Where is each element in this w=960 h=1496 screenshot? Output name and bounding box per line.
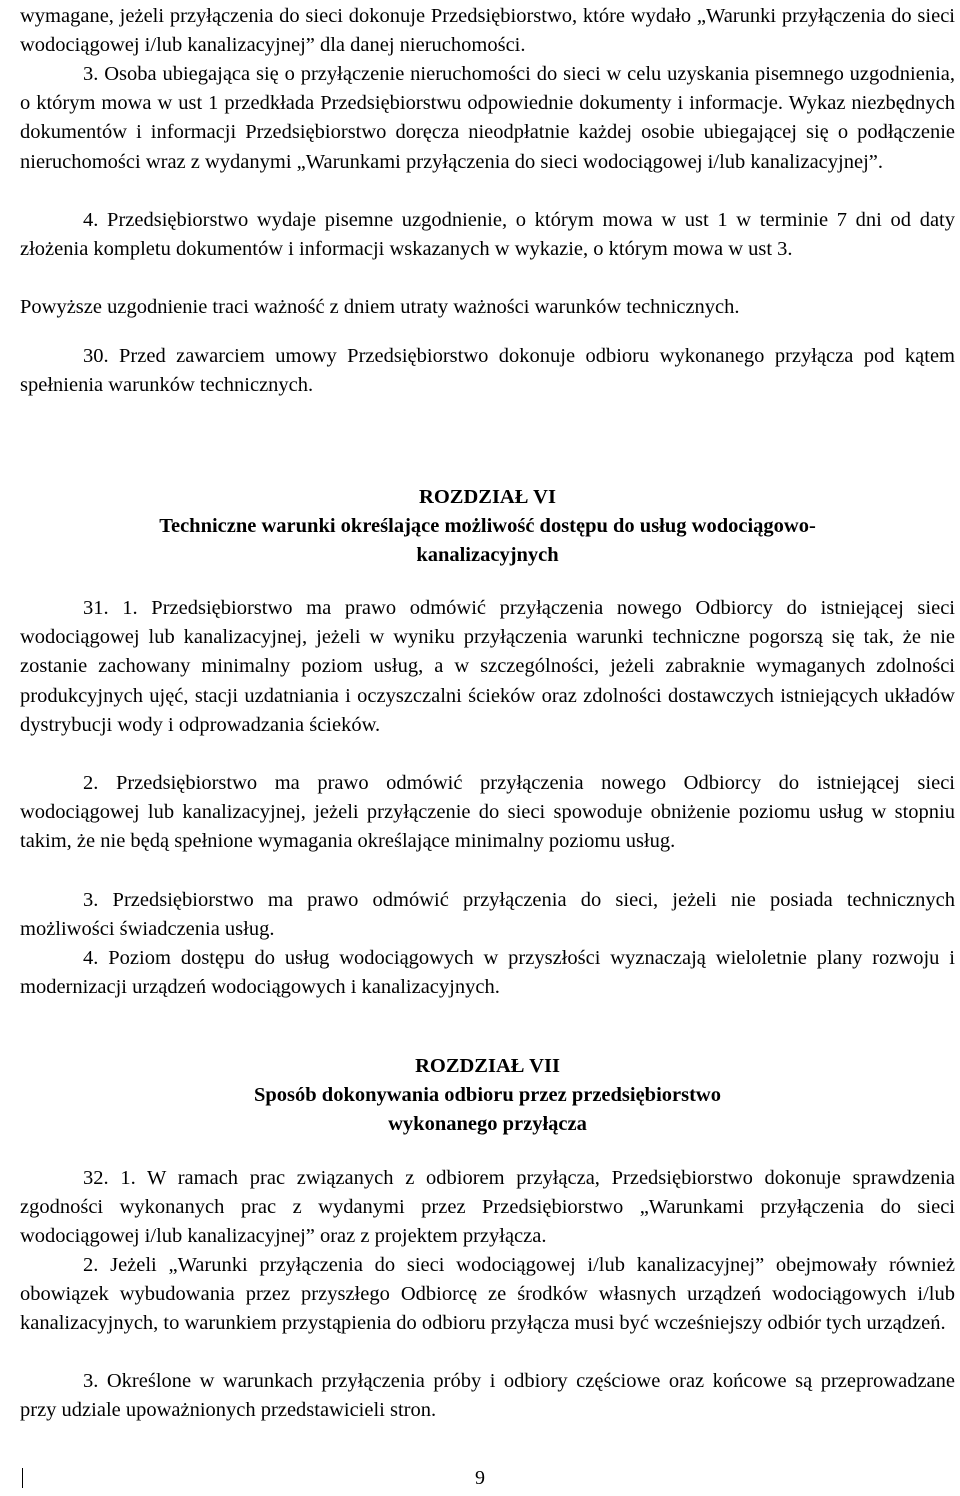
chapter-7-subtitle-line1: Sposób dokonywania odbioru przez przedsiębiorstwo bbox=[253, 1084, 721, 1106]
paragraph-32-2: 2. Jeżeli „Warunki przyłączenia do sieci wodociągowej i/lub kanalizacyjnej” obejmowały również obowiązek wybudowania przez przyszłego Odbiorcę ze środków własnych urządzeń wodociągowych i/lub kanalizacyjnych, to warunkiem przystąpienia do odbioru przyłącza musi być wcześniejszy odbiór tych urządzeń. bbox=[20, 1254, 955, 1335]
chapter-6-subtitle-line2: kanalizacyjnych bbox=[416, 544, 559, 566]
chapter-6-subtitle-line1: Techniczne warunki określające możliwość dostępu do usług wodociągowo- bbox=[159, 515, 816, 537]
paragraph-31-4: 4. Poziom dostępu do usług wodociągowych w przyszłości wyznaczają wieloletnie plany rozwoju i modernizacji urządzeń wodociągowych i kanalizacyjnych. bbox=[20, 947, 955, 999]
page-number: 9 bbox=[475, 1467, 485, 1489]
paragraph-32-3: 3. Określone w warunkach przyłączenia próby i odbiory częściowe oraz końcowe są przeprowadzane przy udziale upoważnionych przedstawicieli stron. bbox=[20, 1370, 955, 1422]
chapter-7-subtitle-line2: wykonanego przyłącza bbox=[388, 1113, 587, 1135]
paragraph-continuation: wymagane, jeżeli przyłączenia do sieci dokonuje Przedsiębiorstwo, które wydało „Warunki przyłączenia do sieci wodociągowej i/lub kanalizacyjnej” dla danej nieruchomości. bbox=[20, 5, 955, 57]
chapter-6-title: ROZDZIAŁ VI bbox=[419, 486, 556, 508]
paragraph-32-1: 32. 1. W ramach prac związanych z odbiorem przyłącza, Przedsiębiorstwo dokonuje sprawdzenia zgodności wykonanych prac z wydanymi przez Przedsiębiorstwo „Warunkami przyłączenia do sieci wodociągowej i/lub kanalizacyjnej” oraz z projektem przyłącza. bbox=[20, 1167, 955, 1248]
paragraph-31-1: 31. 1. Przedsiębiorstwo ma prawo odmówić przyłączenia nowego Odbiorcy do istniejącej sieci wodociągowej lub kanalizacyjnej, jeżeli w wyniku przyłączenia warunki techniczne pogorszą się tak, że nie zostanie zachowany minimalny poziom usług, a w szczególności, jeżeli zabraknie wymaganych zdolności produkcyjnych ujęć, stacji uzdatniania i oczyszczalni ścieków oraz zdolności dostawczych istniejących układów dystrybucji wody i odprowadzania ścieków. bbox=[20, 597, 955, 736]
paragraph-30: 30. Przed zawarciem umowy Przedsiębiorstwo dokonuje odbioru wykonanego przyłącza pod kątem spełnienia warunków technicznych. bbox=[20, 345, 955, 397]
paragraph-31-3: 3. Przedsiębiorstwo ma prawo odmówić przyłączenia do sieci, jeżeli nie posiada technicznych możliwości świadczenia usług. bbox=[20, 889, 955, 941]
paragraph-29-3: 3. Osoba ubiegająca się o przyłączenie nieruchomości do sieci w celu uzyskania pisemnego uzgodnienia, o którym mowa w ust 1 przedkłada Przedsiębiorstwu odpowiednie dokumenty i informacje. Wykaz niezbędnych dokumentów i informacji Przedsiębiorstwo doręcza nieodpłatnie każdej osobie ubiegającej się o podłączenie nieruchomości wraz z wydanymi „Warunkami przyłączenia do sieci wodociągowej i/lub kanalizacyjnej”. bbox=[20, 63, 955, 173]
chapter-7-title: ROZDZIAŁ VII bbox=[415, 1055, 560, 1077]
paragraph-29-note: Powyższe uzgodnienie traci ważność z dniem utraty ważności warunków technicznych. bbox=[20, 296, 740, 318]
paragraph-29-4: 4. Przedsiębiorstwo wydaje pisemne uzgodnienie, o którym mowa w ust 1 w terminie 7 dni od daty złożenia kompletu dokumentów i informacji wskazanych w wykazie, o którym mowa w ust 3. bbox=[20, 209, 955, 261]
paragraph-31-2: 2. Przedsiębiorstwo ma prawo odmówić przyłączenia nowego Odbiorcy do istniejącej sieci wodociągowej lub kanalizacyjnej, jeżeli przyłączenie do sieci spowoduje obniżenie poziomu usług w stopniu takim, że nie będą spełnione wymagania określające minimalny poziomu usług. bbox=[20, 772, 955, 853]
